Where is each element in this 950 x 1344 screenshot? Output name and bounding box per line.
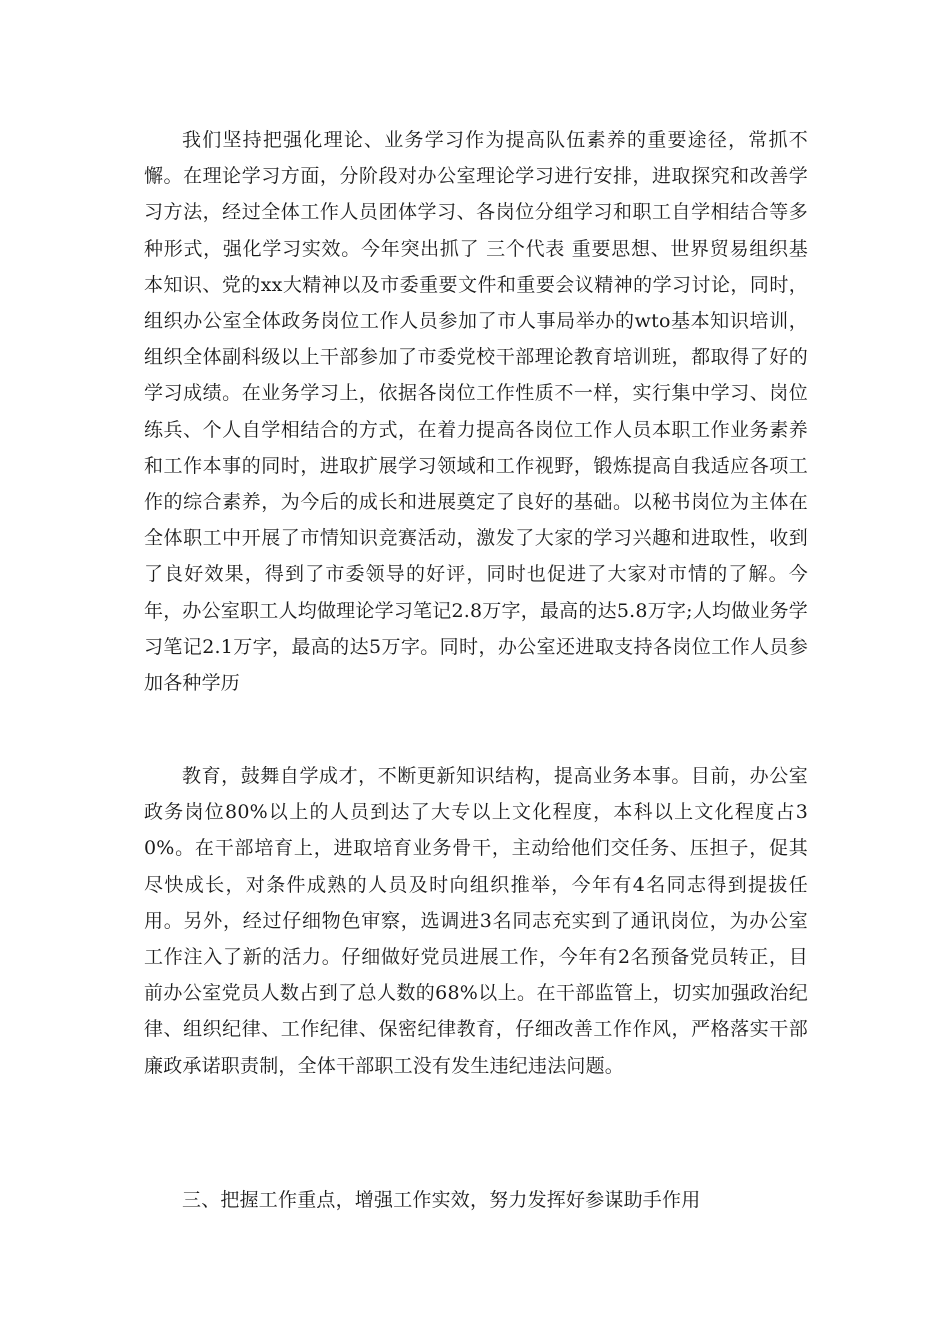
section-heading-3: 三、把握工作重点，增强工作实效，努力发挥好参谋助手作用 — [182, 1189, 701, 1211]
body-paragraph-study: 我们坚持把强化理论、业务学习作为提高队伍素养的重要途径，常抓不懈。在理论学习方面，分阶段对办公室理论学习进行安排，进取探究和改善学习方法，经过全体工作人员团体学习、各岗位分组学习和职工自学相结合等多种形式，强化学习实效。今年突出抓了 三个代表 重要思想、世界贸易组织基本知识、党的xx大精神以及市委重要文件和重要会议精神的学习讨论，同时，组织办公室全体政务岗位工作人员参加了市人事局举办的wto基本知识培训，组织全体副科级以上干部参加了市委党校干部理论教育培训班，都取得了好的学习成绩。在业务学习上，依据各岗位工作性质不一样，实行集中学习、岗位练兵、个人自学相结合的方式，在着力提高各岗位工作人员本职工作业务素养和工作本事的同时，进取扩展学习领域和工作视野，锻炼提高自我适应各项工作的综合素养，为今后的成长和进展奠定了良好的基础。以秘书岗位为主体在全体职工中开展了市情知识竞赛活动，激发了大家的学习兴趣和进取性，收到了良好效果，得到了市委领导的好评，同时也促进了大家对市情的了解。今年，办公室职工人均做理论学习笔记2.8万字，最高的达5.8万字;人均做业务学习笔记2.1万字，最高的达5万字。同时，办公室还进取支持各岗位工作人员参加各种学历 — [144, 129, 808, 695]
body-paragraph-education: 教育，鼓舞自学成才，不断更新知识结构，提高业务本事。目前，办公室政务岗位80%以上的人员到达了大专以上文化程度，本科以上文化程度占30%。在干部培育上，进取培育业务骨干，主动给他们交任务、压担子，促其尽快成长，对条件成熟的人员及时向组织推举，今年有4名同志得到提拔任用。另外，经过仔细物色审察，选调进3名同志充实到了通讯岗位，为办公室工作注入了新的活力。仔细做好党员进展工作，今年有2名预备党员转正，目前办公室党员人数占到了总人数的68%以上。在干部监管上，切实加强政治纪律、组织纪律、工作纪律、保密纪律教育，仔细改善工作作风，严格落实干部廉政承诺职责制，全体干部职工没有发生违纪违法问题。 — [144, 765, 808, 1077]
